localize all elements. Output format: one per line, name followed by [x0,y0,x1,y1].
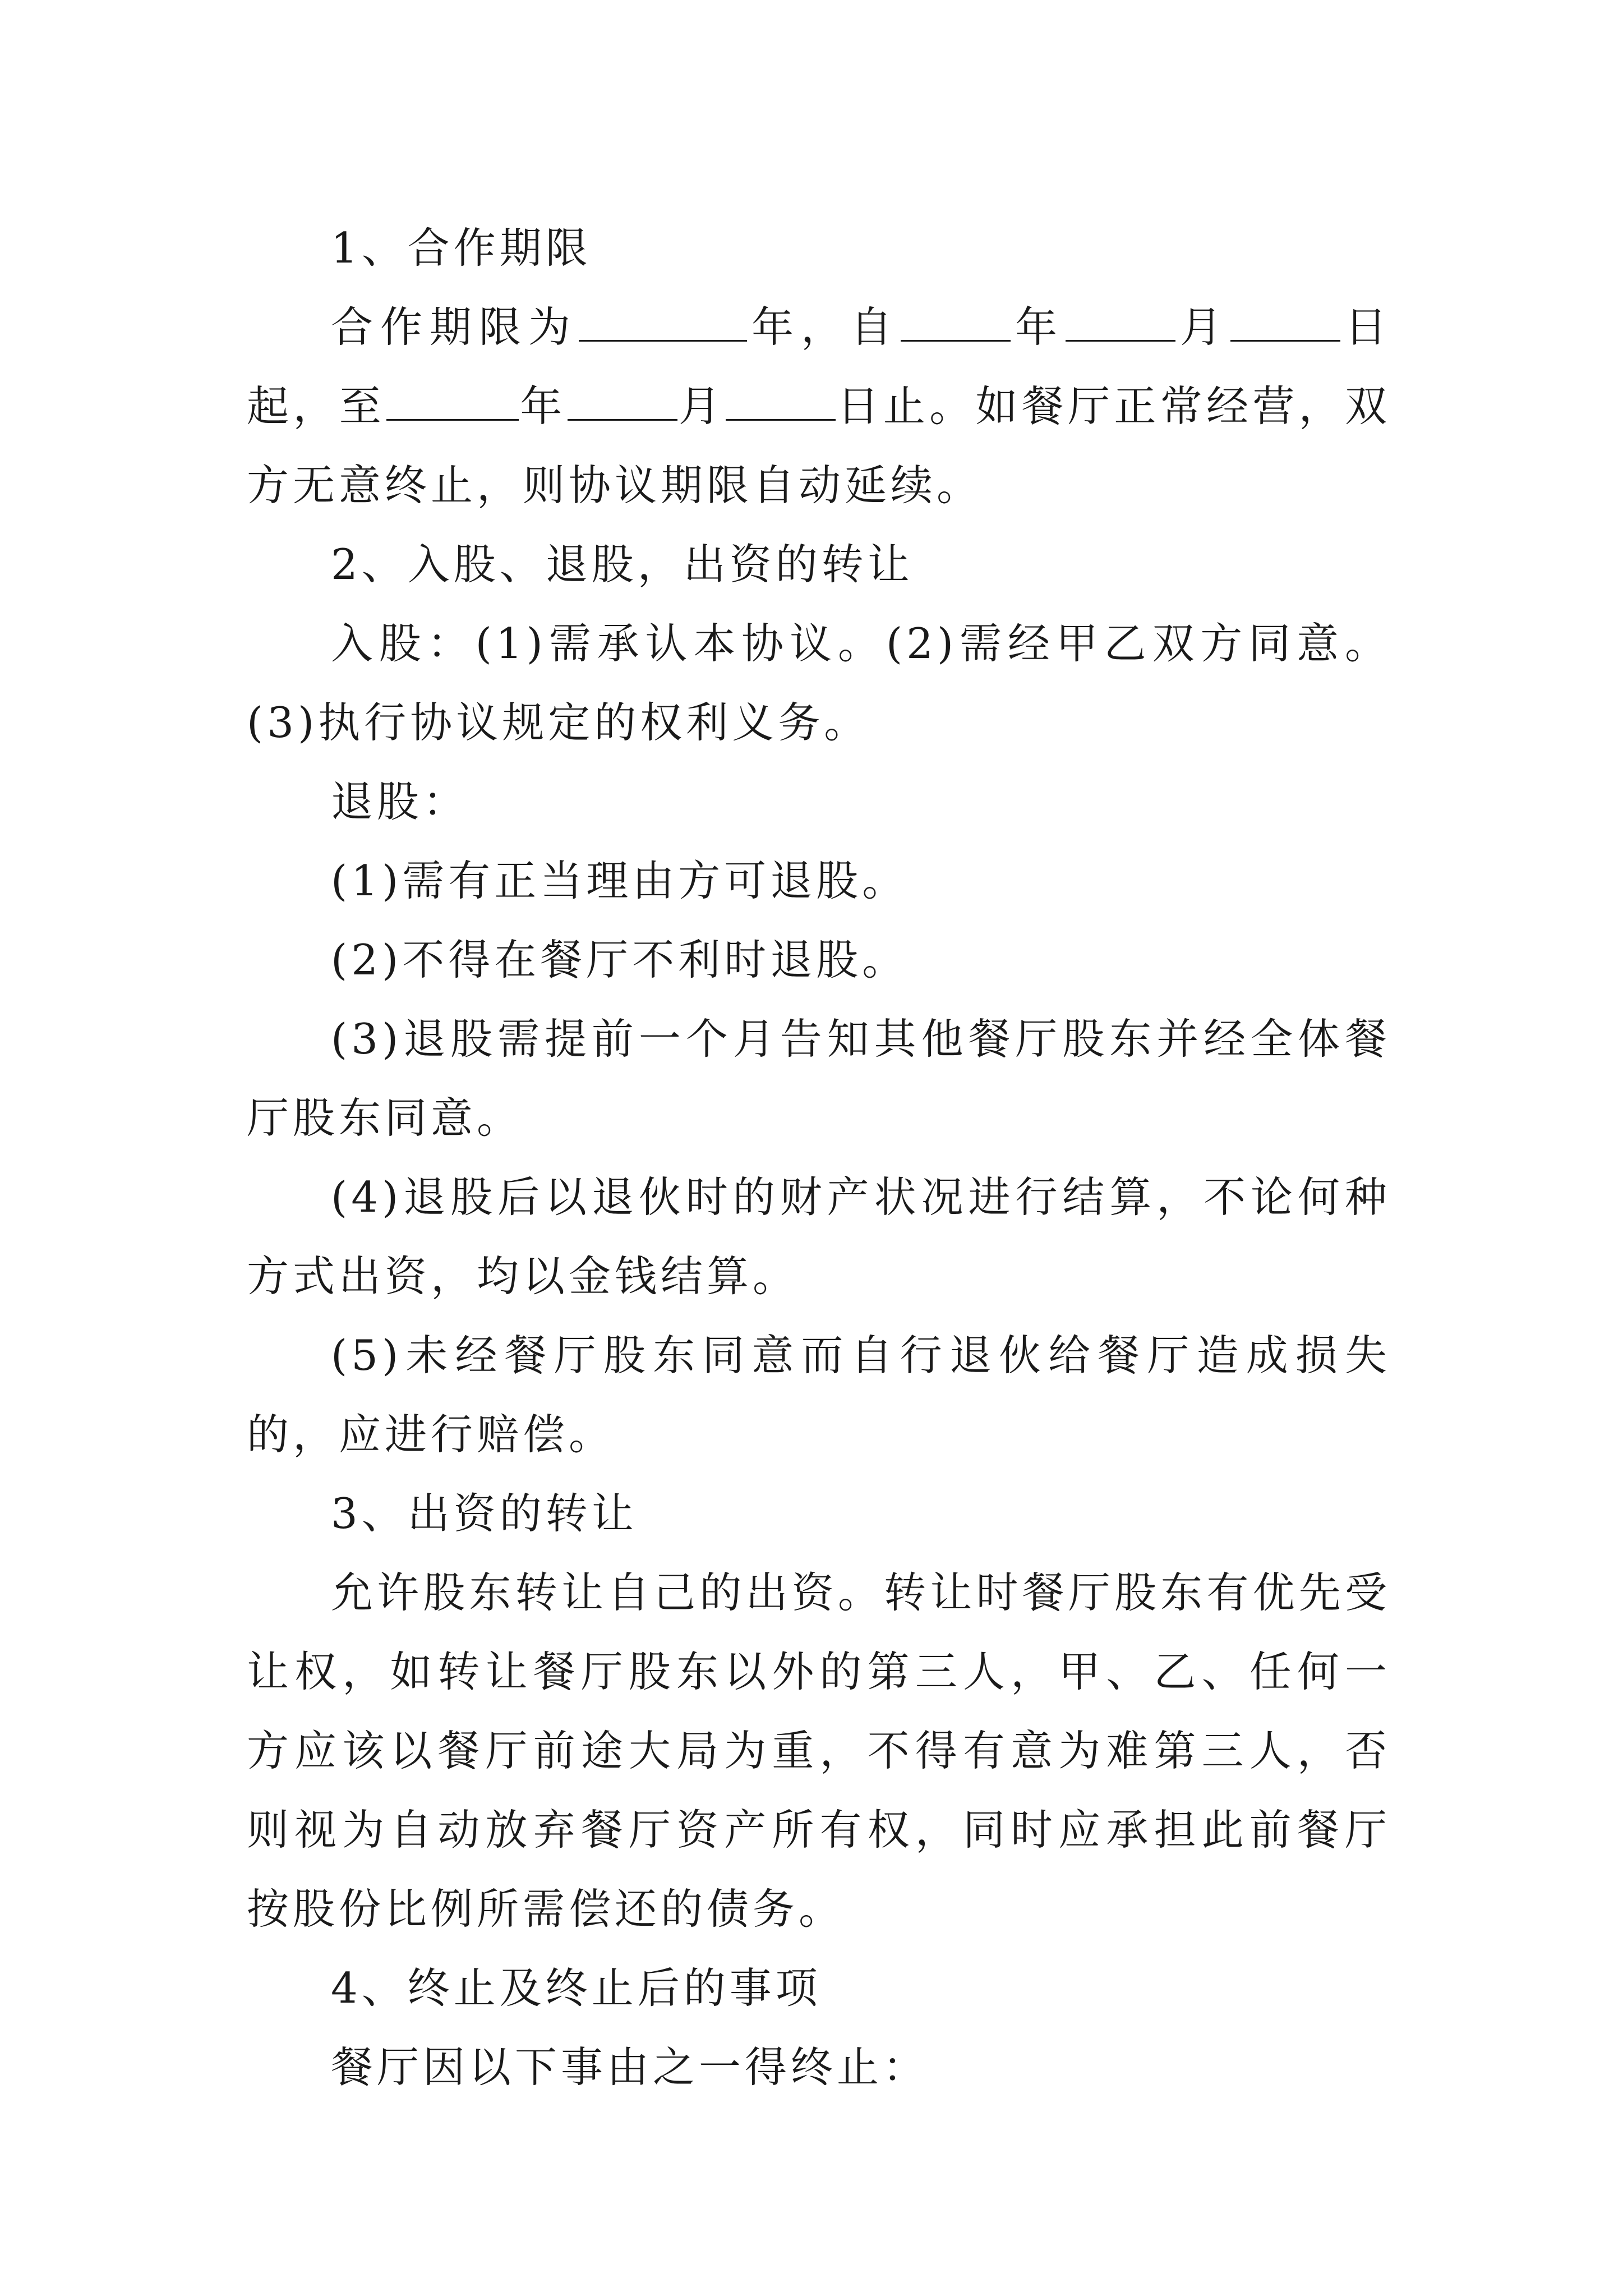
paragraph-termination-causes: 餐厅因以下事由之一得终止： [331,2042,929,2092]
list-item-withdraw-2: (2)不得在餐厅不利时退股。 [331,935,909,984]
list-item-withdraw-3: (3)退股需提前一个月告知其他餐厅股东并经全体餐厅股东同意。 [247,1014,1391,1143]
text-segment: 日起，至 [247,302,1391,431]
blank-start-month[interactable] [1066,305,1175,342]
text-segment: 日止。如餐厅正常经营，双方无意终止，则协议期限自动延续。 [247,381,1391,510]
blank-start-day[interactable] [1230,305,1340,342]
paragraph-transfer: 允许股东转让自己的出资。转让时餐厅股东有优先受让权，如转让餐厅股东以外的第三人，甲、乙、任何一方应该以餐厅前途大局为重，不得有意为难第三人，否则视为自动放弃餐厅资产所有权，同时应承担此前餐厅按股份比例所需偿还的债务。 [247,1568,1391,1934]
section-heading-term: 1、合作期限 [331,223,592,273]
blank-end-day[interactable] [726,384,836,421]
list-item-withdraw-1: (1)需有正当理由方可退股。 [331,856,909,905]
section-heading-shares: 2、入股、退股，出资的转让 [331,540,914,589]
list-item-withdraw-4: (4)退股后以退伙时的财产状况进行结算，不论何种方式出资，均以金钱结算。 [247,1172,1391,1301]
text-segment: 合作期限为 [331,302,578,352]
paragraph-join: 入股：(1)需承认本协议。(2)需经甲乙双方同意。(3)执行协议规定的权利义务。 [247,619,1391,747]
text-segment: 年 [519,381,566,431]
section-heading-termination: 4、终止及终止后的事项 [331,1963,822,2013]
text-segment: 月 [678,381,725,431]
blank-end-year[interactable] [386,384,519,421]
blank-end-month[interactable] [568,384,677,421]
list-item-withdraw-5: (5)未经餐厅股东同意而自行退伙给餐厅造成损失的，应进行赔偿。 [247,1331,1391,1459]
blank-years[interactable] [579,305,747,342]
paragraph-term-period [247,288,1391,525]
document-body [247,209,1391,2107]
text-segment: 年，自 [748,302,900,352]
text-segment: 年 [1011,302,1064,352]
blank-start-year[interactable] [901,305,1011,342]
section-heading-transfer: 3、出资的转让 [331,1489,638,1538]
paragraph-withdraw-label: 退股： [331,777,469,826]
text-segment: 月 [1176,302,1229,352]
